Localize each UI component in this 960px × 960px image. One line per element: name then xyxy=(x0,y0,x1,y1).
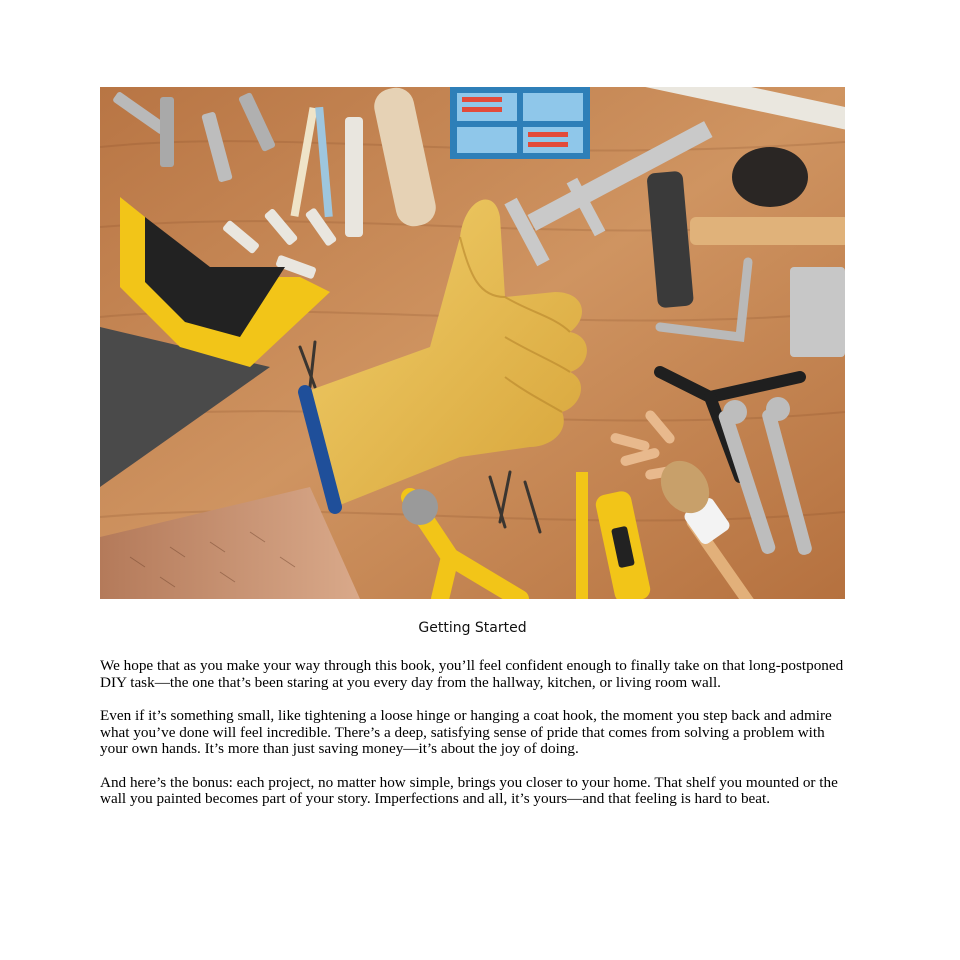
paragraph: We hope that as you make your way through this book, you’ll feel confident enough to finally take on that long-postponed DIY task—the one that’s been staring at you every day from the hallway, kitchen, or living room wall. xyxy=(100,657,844,691)
paragraph: And here’s the bonus: each project, no matter how simple, brings you closer to your home. That shelf you mounted or the wall you painted becomes part of your story. Imperfections and all, it’s yours—and that feeling is hard to beat. xyxy=(100,773,838,807)
paragraph: Even if it’s something small, like tightening a loose hinge or hanging a coat hook, the moment you step back and admire what you’ve done will feel incredible. There’s a deep, satisfying sense of pride that comes from solving a problem with your own hands. It’s more than just saving money—it’s about the joy of doing. xyxy=(100,707,832,757)
hinge-icon xyxy=(790,267,845,357)
tools-illustration xyxy=(100,87,845,599)
screw-box-icon xyxy=(450,87,590,159)
section-heading: Getting Started xyxy=(418,620,527,636)
pencil-icon xyxy=(576,472,588,599)
body-text xyxy=(100,658,845,825)
hero-image xyxy=(100,87,845,599)
